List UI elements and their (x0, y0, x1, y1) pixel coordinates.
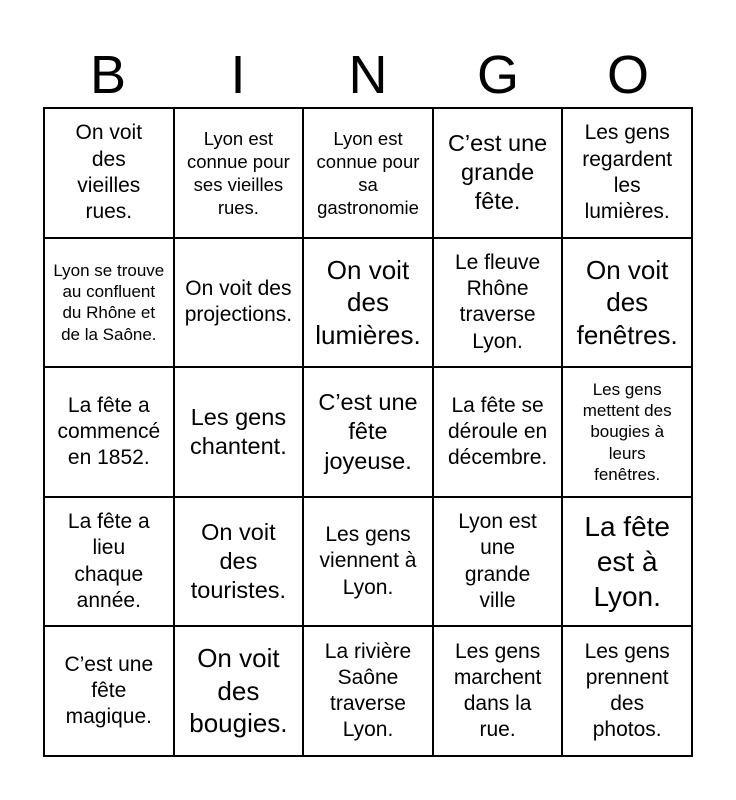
cell-text: La rivière Saône traverse Lyon. (324, 639, 412, 742)
cell-text: On voit des fenêtres. (576, 254, 678, 350)
bingo-cell[interactable] (433, 108, 563, 238)
cell-text: Lyon se trouve au confluent du Rhône et de la Saône. (53, 260, 165, 344)
bingo-cell[interactable] (303, 108, 433, 238)
cell-text: Lyon est connue pour sa gastronomie (316, 127, 420, 218)
bingo-cell[interactable] (303, 626, 433, 756)
cell-text: Les gens chantent. (190, 403, 287, 459)
cell-text: Lyon est connue pour ses vieilles rues. (186, 127, 290, 218)
bingo-cell[interactable] (44, 238, 174, 368)
cell-text: La fête a commencé en 1852. (57, 393, 161, 470)
cell-text: On voit des lumières. (315, 254, 421, 350)
cell-text: Les gens regardent les lumières. (582, 121, 673, 224)
cell-text: Les gens mettent des bougies à leurs fenêtres. (582, 379, 672, 484)
bingo-cell[interactable] (174, 497, 304, 627)
bingo-cell[interactable] (174, 238, 304, 368)
cell-text: Les gens marchent dans la rue. (453, 639, 542, 742)
cell-text: C’est une fête joyeuse. (318, 388, 418, 474)
cell-text: Les gens viennent à Lyon. (319, 523, 417, 599)
cell-text: On voit des projections. (184, 277, 293, 327)
cell-text: Les gens prennent des photos. (584, 639, 670, 742)
bingo-cell[interactable] (433, 626, 563, 756)
cell-text: On voit des bougies. (189, 643, 288, 739)
bingo-header (43, 44, 693, 106)
cell-text: Lyon est une grande ville (458, 510, 537, 612)
bingo-cell[interactable] (562, 108, 692, 238)
bingo-cell[interactable] (562, 238, 692, 368)
bingo-board (43, 107, 693, 757)
bingo-cell[interactable] (303, 367, 433, 497)
header-letter-b: B (89, 45, 127, 105)
cell-text: La fête est à Lyon. (584, 511, 671, 613)
bingo-cell[interactable] (44, 626, 174, 756)
cell-text: La fête se déroule en décembre. (447, 393, 548, 470)
header-letter-g: G (476, 45, 519, 105)
bingo-cell[interactable] (44, 497, 174, 627)
header-letter-o: O (606, 45, 649, 105)
bingo-cell[interactable] (174, 367, 304, 497)
cell-text: C’est une grande fête. (447, 129, 548, 215)
bingo-cell[interactable] (562, 367, 692, 497)
cell-text: La fête a lieu chaque année. (67, 510, 150, 612)
cell-text: Le fleuve Rhône traverse Lyon. (454, 250, 541, 353)
bingo-cell[interactable] (562, 626, 692, 756)
header-letter-n: N (348, 45, 388, 105)
bingo-cell[interactable] (433, 497, 563, 627)
bingo-cell[interactable] (433, 367, 563, 497)
cell-text: On voit des touristes. (190, 518, 287, 604)
cell-text: On voit des vieilles rues. (75, 121, 143, 224)
cell-text: C’est une fête magique. (64, 652, 154, 729)
bingo-cell[interactable] (44, 108, 174, 238)
bingo-cell[interactable] (303, 497, 433, 627)
bingo-cell[interactable] (174, 108, 304, 238)
bingo-cell[interactable] (433, 238, 563, 368)
header-letter-i: I (230, 45, 246, 105)
bingo-cell[interactable] (562, 497, 692, 627)
bingo-cell[interactable] (174, 626, 304, 756)
bingo-cell[interactable] (303, 238, 433, 368)
bingo-cell[interactable] (44, 367, 174, 497)
